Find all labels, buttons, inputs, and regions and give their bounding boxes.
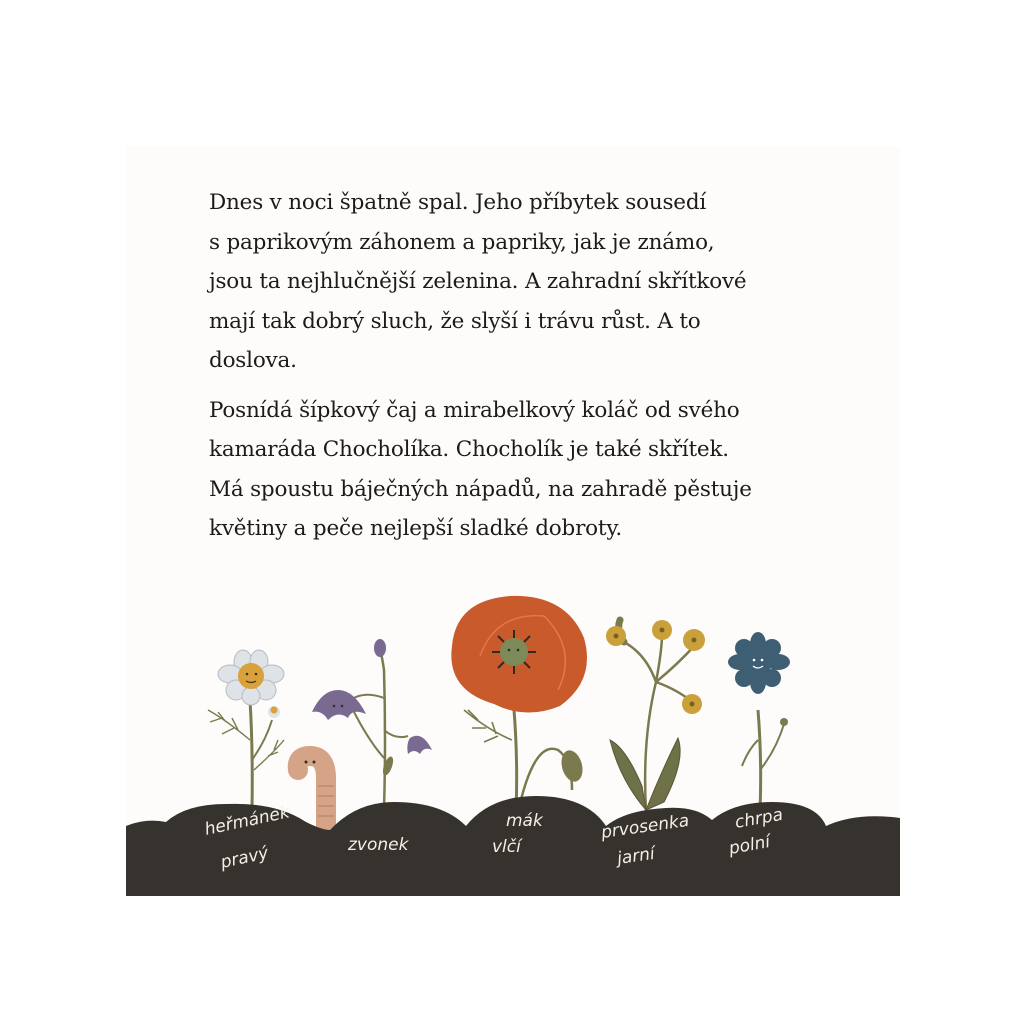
worm: [298, 756, 334, 830]
label-primrose-line2: jarní: [615, 843, 656, 869]
label-cornflower-line1: chrpa: [733, 804, 785, 833]
label-poppy-line2: vlčí: [492, 837, 521, 857]
story-text: [209, 183, 829, 559]
cornflower: [728, 632, 790, 812]
label-bellflower: zvonek: [348, 835, 409, 855]
poppy: [451, 596, 587, 812]
garden-illustration: [126, 590, 900, 896]
label-chamomile-line1: heřmánek: [202, 802, 292, 840]
label-chamomile-line2: pravý: [218, 843, 271, 873]
primrose: [606, 620, 705, 810]
story-paragraph-2: Posnídá šípkový čaj a mirabelkový koláč od svého kamaráda Chocholíka. Chocholík je také skřítek. Má spoustu báječných nápadů, na zahradě pěstuje květiny a peče nejlepší sladké dobroty.: [209, 397, 752, 541]
label-primrose-line1: prvosenka: [599, 810, 691, 843]
label-cornflower-line2: polní: [727, 832, 772, 859]
label-poppy-line1: mák: [506, 811, 543, 831]
chamomile-flower: [208, 650, 284, 810]
story-paragraph-1: Dnes v noci špatně spal. Jeho příbytek sousedí s paprikovým záhonem a papriky, jak je známo, jsou ta nejhlučnější zelenina. A zahradní skřítkové mají tak dobrý sluch, že slyší i trávu růst. A to doslova.: [209, 190, 747, 373]
